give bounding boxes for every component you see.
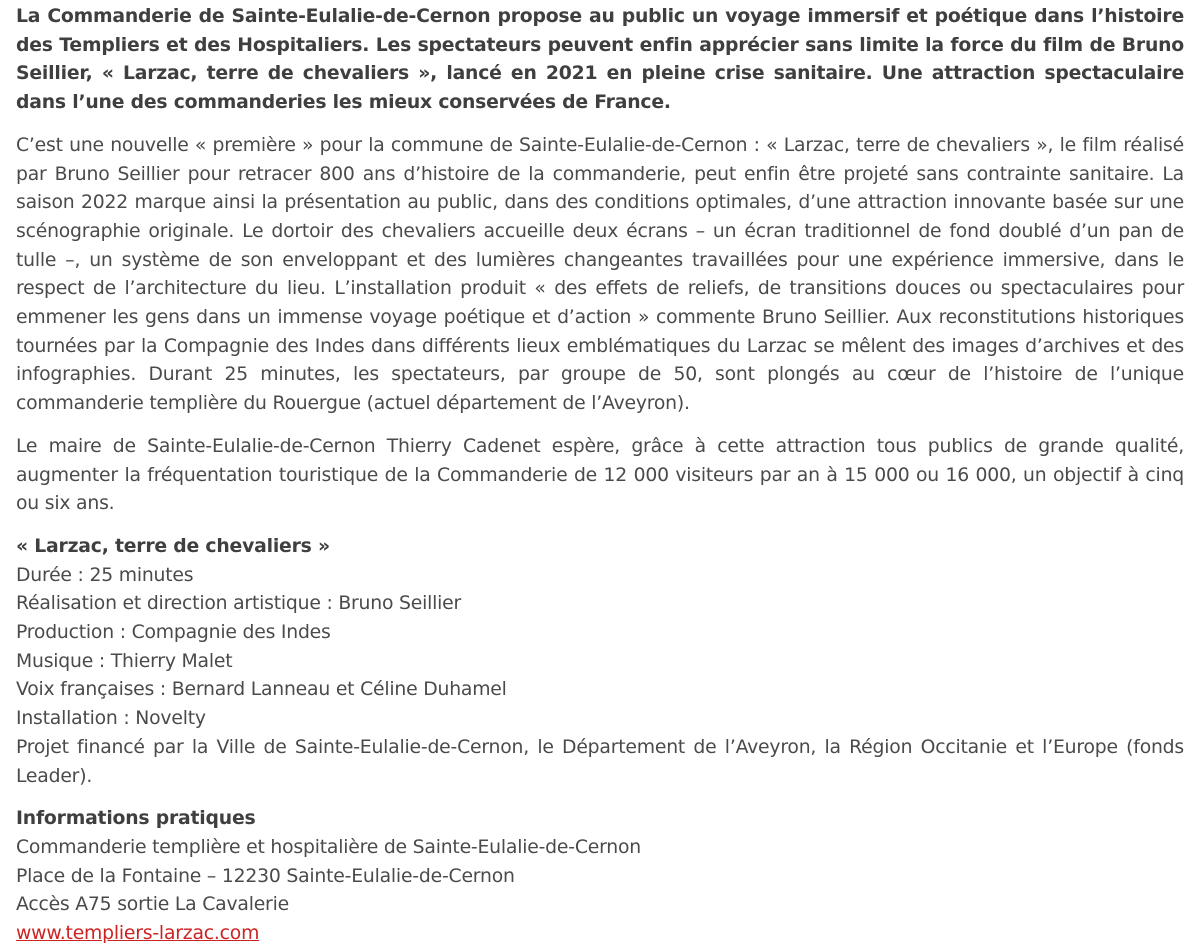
article-intro: La Commanderie de Sainte-Eulalie-de-Cernon propose au public un voyage immersif et poétique dans l’histoire des Templiers et des Hospitaliers. Les spectateurs peuvent enfin apprécier sans limite la force du film de Bruno Seillier, « Larzac, terre de chevaliers », lancé en 2021 en pleine crise sanitaire. Une attraction spectaculaire dans l’une des commanderies les mieux conservées de France. <box>16 6 1184 114</box>
credit-funding: Projet financé par la Ville de Sainte-Eulalie-de-Cernon, le Département de l’Aveyron, la Région Occitanie et l’Europe (fonds Leader). <box>16 736 1184 787</box>
practical-info <box>16 805 1184 949</box>
article-paragraph-2: Le maire de Sainte-Eulalie-de-Cernon Thierry Cadenet espère, grâce à cette attraction tous publics de grande qualité, augmenter la fréquentation touristique de la Commanderie de 12 000 visiteurs par an à 15 000 ou 16 000, un objectif à cinq ou six ans. <box>16 435 1184 515</box>
info-venue: Commanderie templière et hospitalière de Sainte-Eulalie-de-Cernon <box>16 836 641 858</box>
film-credits <box>16 533 1184 791</box>
credit-music: Musique : Thierry Malet <box>16 650 233 672</box>
info-access: Accès A75 sortie La Cavalerie <box>16 894 289 916</box>
credit-production: Production : Compagnie des Indes <box>16 622 331 644</box>
practical-info-title: Informations pratiques <box>16 808 256 830</box>
credit-duration: Durée : 25 minutes <box>16 564 194 586</box>
article-paragraph-1: C’est une nouvelle « première » pour la commune de Sainte-Eulalie-de-Cernon : « Larzac, terre de chevaliers », le film réalisé par Bruno Seillier pour retracer 800 ans d’histoire de la commanderie, peut enfin être projeté sans contrainte sanitaire. La saison 2022 marque ainsi la présentation au public, dans des conditions optimales, d’une attraction innovante basée sur une scénographie originale. Le dortoir des chevaliers accueille deux écrans – un écran traditionnel de fond doublé d’un pan de tulle –, un système de son enveloppant et des lumières changeantes travaillées pour une expérience immersive, dans le respect de l’architecture du lieu. L’installation produit « des effets de reliefs, de transitions douces ou spectaculaires pour emmener les gens dans un immense voyage poétique et d’action » commente Bruno Seillier. Aux reconstitutions historiques tournées par la Compagnie des Indes dans différents lieux emblématiques du Larzac se mêlent des images d’archives et des infographies. Durant 25 minutes, les spectateurs, par groupe de 50, sont plongés au cœur de l’histoire de l’unique commanderie templière du Rouergue (actuel département de l’Aveyron). <box>16 134 1184 415</box>
credit-voices: Voix françaises : Bernard Lanneau et Céline Duhamel <box>16 679 507 701</box>
info-address: Place de la Fontaine – 12230 Sainte-Eulalie-de-Cernon <box>16 865 515 887</box>
credit-installation: Installation : Novelty <box>16 708 206 730</box>
credit-direction: Réalisation et direction artistique : Bruno Seillier <box>16 593 462 615</box>
film-credits-title: « Larzac, terre de chevaliers » <box>16 535 330 557</box>
website-link[interactable]: www.templiers-larzac.com <box>16 923 260 945</box>
